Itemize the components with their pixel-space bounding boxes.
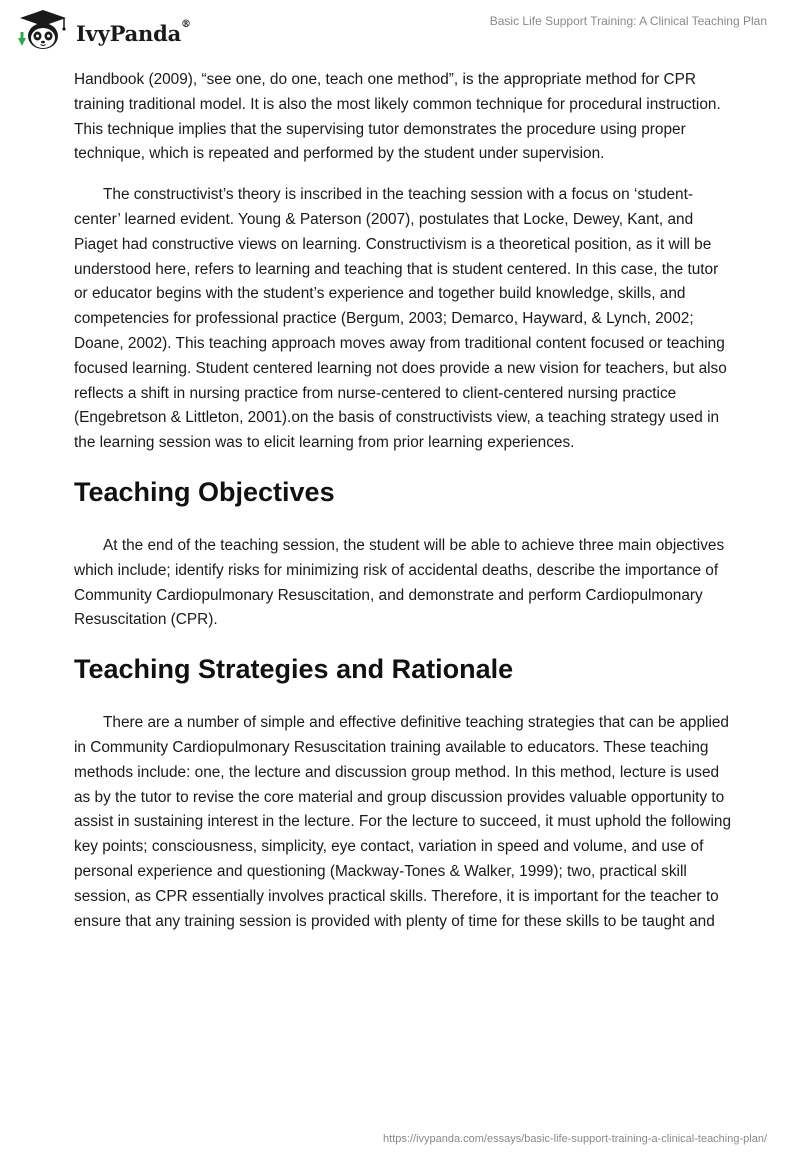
document-title: Basic Life Support Training: A Clinical Teaching Plan (489, 14, 767, 28)
source-url[interactable]: https://ivypanda.com/essays/basic-life-support-training-a-clinical-teaching-plan/ (383, 1133, 767, 1145)
panda-graduate-logo-icon (14, 8, 72, 59)
paragraph-strategies: There are a number of simple and effective definitive teaching strategies that can be applied in Community Cardiopulmonary Resuscitation training available to educators. These teaching methods include: one, the lecture and discussion group method. In this method, lecture is used as by the tutor to revise the core material and group discussion provides valuable opportunity to assist in sustaining interest in the lecture. For the lecture to succeed, it must uphold the following key points; consciousness, simplicity, eye contact, variation in speed and volume, and use of personal experience and questioning (Mackway-Tones & Walker, 1999); two, practical skill session, as CPR essentially involves practical skills. Therefore, it is important for the teacher to ensure that any training session is provided with plenty of time for these skills to be taught and (74, 714, 732, 930)
paragraph-handbook: Handbook (2009), “see one, do one, teach one method”, is the appropriate method for CPR training traditional model. It is also the most likely common technique for procedural instruction. This technique implies that the supervising tutor demonstrates the procedure using proper technique, which is repeated and performed by the student under supervision. (74, 71, 721, 163)
essay-content (74, 68, 734, 950)
heading-teaching-strategies: Teaching Strategies and Rationale (74, 654, 514, 685)
brand-name: IvyPanda® (76, 18, 191, 46)
paragraph-constructivist: The constructivist’s theory is inscribed in the teaching session with a focus on ‘student-center’ learned evident. Young & Paterson (2007), postulates that Locke, Dewey, Kant, and Piaget had constructive views on learning. Constructivism is a theoretical position, as it will be understood here, refers to learning and teaching that is student centered. In this case, the tutor or educator begins with the student’s experience and together build knowledge, skills, and competencies for professional practice (Bergum, 2003; Demarco, Hayward, & Lynch, 2002; Doane, 2002). This teaching approach moves away from traditional content focused or teaching focused learning. Student centered learning not does provide a new vision for teachers, but also reflects a shift in nursing practice from nurse-centered to client-centered nursing practice (Engebretson & Littleton, 2001).on the basis of constructivists view, a teaching strategy used in the learning session was to elicit learning from prior learning experiences. (74, 186, 727, 452)
brand-logo[interactable] (14, 10, 191, 56)
page-header (0, 0, 800, 64)
paragraph-objectives: At the end of the teaching session, the student will be able to achieve three main objectives which include; identify risks for minimizing risk of accidental deaths, describe the importance of Community Cardiopulmonary Resuscitation, and demonstrate and perform Cardiopulmonary Resuscitation (CPR). (74, 536, 725, 629)
heading-teaching-objectives: Teaching Objectives (74, 476, 335, 507)
